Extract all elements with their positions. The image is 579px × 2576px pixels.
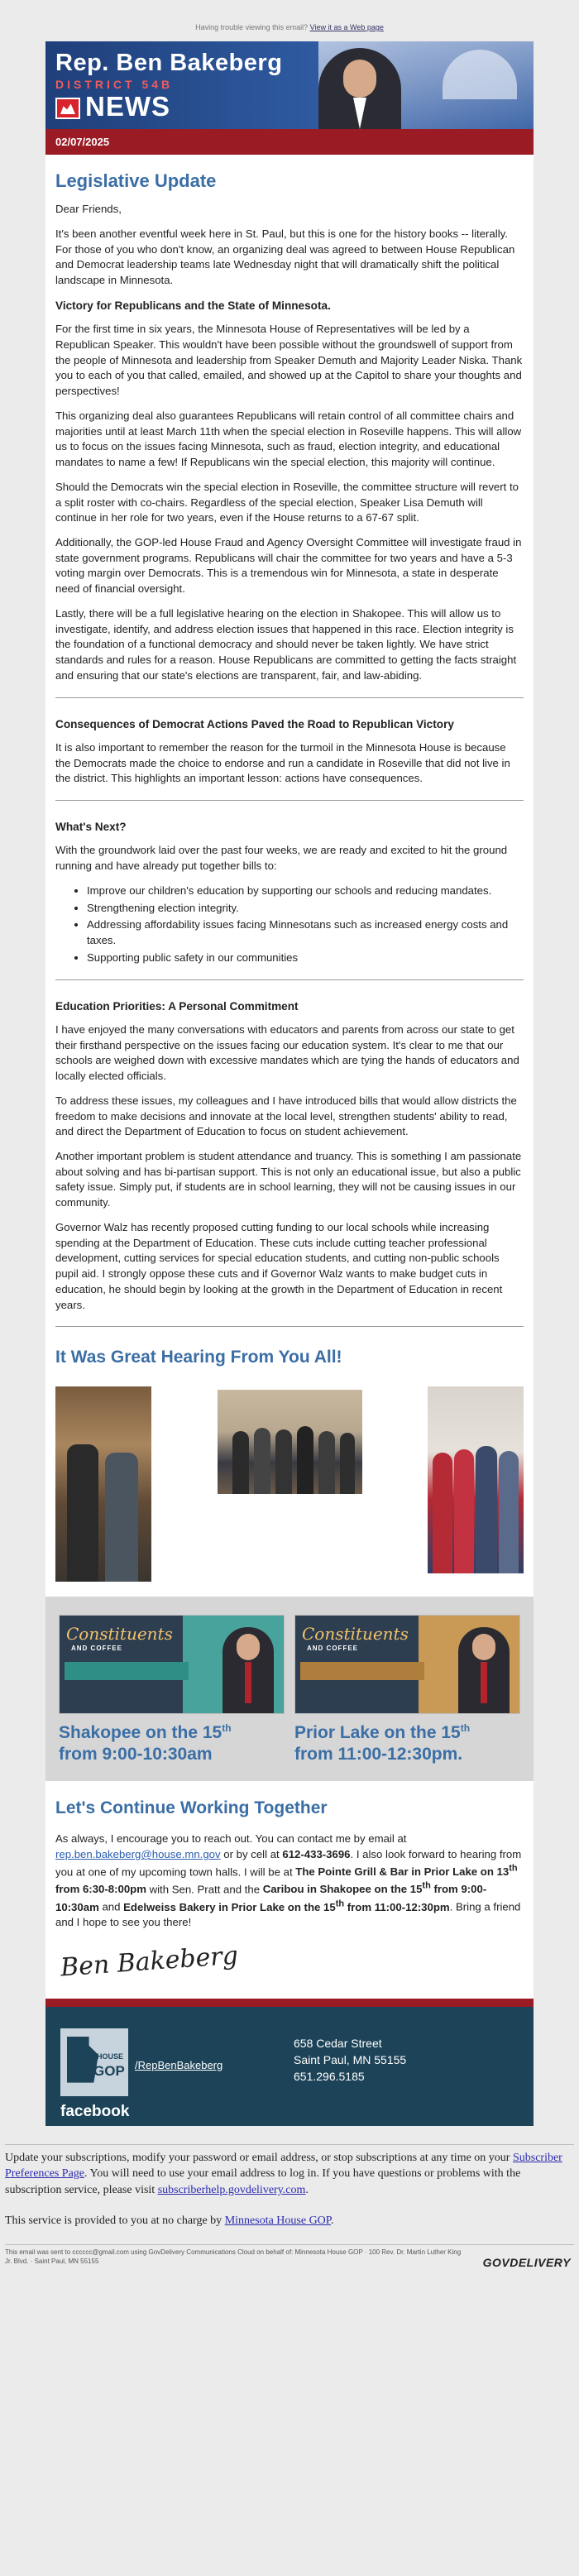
event-time: from 9:00-10:30am	[59, 1745, 213, 1764]
text: Caribou in Shakopee on the 15	[262, 1883, 423, 1896]
text: from 9:00-10:30am	[55, 1883, 487, 1913]
newsletter	[45, 41, 534, 2126]
section-title: Education Priorities: A Personal Commitment	[55, 999, 299, 1013]
event-ordinal: th	[460, 1722, 471, 1735]
person	[232, 1431, 249, 1494]
town-hall-3	[123, 1898, 450, 1913]
service-paragraph	[5, 2213, 574, 2229]
gop-text: GOP	[93, 2062, 125, 2079]
person	[297, 1426, 313, 1494]
text: with Sen. Pratt and the	[146, 1883, 263, 1896]
sent-to-notice: This email was sent to cccccc@gmail.com using GovDelivery Communications Cloud on behalf of: Minnesota House GOP · 100 Rev. Dr. Martin Luther King Jr. Blvd. · Saint Paul, MN 55155	[5, 2248, 462, 2265]
paragraph: Governor Walz has recently proposed cutting funding to our local schools while increasing spending at the Department of Education. These cuts include cutting teacher professional development, cutting services for special education students, and cutting non-public schools pupil aid. I strongly oppose these cuts and if Governor Walz wants to make budget cuts in education, he should begin by looking at the growth in the Department of Education in recent years.	[55, 1220, 503, 1311]
text: from 11:00-12:30pm	[344, 1900, 450, 1913]
govdelivery-footer	[0, 2244, 579, 2294]
event-location: Shakopee on the 15	[59, 1723, 223, 1743]
bills-list	[55, 883, 524, 966]
greeting: Dear Friends,	[55, 203, 122, 216]
date-bar: 02/07/2025	[45, 129, 534, 155]
text: and	[98, 1900, 124, 1913]
photo-capitol-visitors	[55, 1386, 151, 1582]
event-time: from 11:00-12:30pm.	[294, 1745, 463, 1764]
event-label	[59, 1722, 285, 1766]
signature: Ben Bakeberg	[59, 1941, 239, 1983]
person	[318, 1431, 335, 1494]
text: As always, I encourage you to reach out. You can contact me by email at	[55, 1832, 407, 1846]
house-gop-logo[interactable]	[60, 2028, 128, 2096]
text: This service is provided to you at no charge by	[5, 2214, 225, 2228]
govdelivery-logo[interactable]: GOVDELIVERY	[482, 2256, 571, 2270]
event-flyer[interactable]	[59, 1615, 285, 1714]
preheader-text: Having trouble viewing this email?	[195, 23, 309, 31]
subscriber-preferences-link[interactable]: Subscriber Preferences Page	[5, 2151, 562, 2181]
headline: Legislative Update	[55, 170, 217, 191]
paragraph: This organizing deal also guarantees Republicans will retain control of all committee chairs and majorities until at least March 11th when the special election in Roseville happens. This will allow us to focus on the issues facing Minnesota, such as fraud, election integrity, and educational mandates to name a few! If Republicans win the special election, this majority will continue.	[55, 409, 522, 469]
subscriber-help-link[interactable]: subscriberhelp.govdelivery.com	[157, 2183, 306, 2196]
person	[67, 1444, 98, 1582]
paragraph: Lastly, there will be a full legislative hearing on the election in Shakopee. This will allow us to investigate, identify, and address election issues that happened in this race. Election integrity is the foundation of a functional democracy and should never be taken lightly. We have strict standards and rules for a reason. House Republicans are committed to getting the facts straight and ensuring that our state's elections are transparent, fair, and law-abiding.	[55, 606, 517, 682]
photo-group	[218, 1390, 362, 1494]
view-web-page-link[interactable]: View it as a Web page	[309, 23, 384, 31]
paragraph: I have enjoyed the many conversations with educators and parents from across our state to get their firsthand perspective on the issues facing our education system. It's clear to me that our schools are weighed down with excessive mandates which are tying the hands of educators and locally elected officials.	[55, 1022, 519, 1083]
person	[433, 1453, 452, 1573]
banner-title: Rep. Ben Bakeberg	[55, 50, 283, 76]
list-item: • Supporting public safety in our communities	[87, 950, 524, 966]
subscription-paragraph	[5, 2150, 574, 2199]
paragraph: Should the Democrats win the special election in Roseville, the committee structure will revert to a split roster with co-chairs. Regardless of the special election, Speaker Lisa Demuth will continue in her role for two years, even if the House returns to a 67-67 split.	[55, 480, 519, 524]
person	[476, 1446, 497, 1573]
event-label	[294, 1722, 520, 1766]
text: or by cell at	[220, 1848, 283, 1861]
text: . Bring a friend and I hope to see you there!	[55, 1900, 521, 1929]
section-title: What's Next?	[55, 821, 127, 834]
paragraph: To address these issues, my colleagues and I have introduced bills that would allow districts the freedom to make decisions and innovate at the local level, strengthen students' ability to read, and direct the Department of Education to focus on student achievement.	[55, 1094, 517, 1138]
ordinal: th	[335, 1898, 345, 1909]
intro-paragraph: It's been another eventful week here in St. Paul, but this is one for the history books -- literally. For those of you who don't know, an organizing deal was agreed to between House Republican and Democrat leadership teams late Wednesday night that will dramatically shift the political landscape in Minnesota.	[55, 227, 515, 287]
contact-paragraph	[55, 1831, 524, 1931]
photo-supporters	[428, 1386, 524, 1573]
subscription-info	[0, 2144, 579, 2229]
text: The Pointe Grill & Bar in Prior Lake on 13	[295, 1865, 510, 1879]
paragraph: It is also important to remember the reason for the turmoil in the Minnesota House is because the Democrats made the choice to endorse and run a candidate in Roseville that did not live in the district. This highlights an important lesson: actions have consequences.	[55, 740, 510, 785]
footer-band	[45, 1999, 534, 2007]
address-line: Saint Paul, MN 55155	[294, 2052, 407, 2066]
event-ordinal: th	[222, 1722, 232, 1735]
person	[254, 1428, 270, 1494]
list-item: • Addressing affordability issues facing Minnesotans such as increased energy costs and taxes.	[87, 917, 524, 948]
footer	[45, 2007, 534, 2126]
preheader	[0, 0, 579, 41]
event-flyer[interactable]	[294, 1615, 520, 1714]
text: . I also look forward to hearing from you at one of my upcoming town halls. I will be at	[55, 1848, 522, 1879]
divider	[55, 800, 524, 801]
person	[340, 1433, 355, 1494]
divider	[55, 1326, 524, 1327]
divider	[55, 979, 524, 980]
divider	[5, 2144, 574, 2145]
flyer-title: Constituents	[302, 1624, 409, 1645]
phone-line: 651.296.5185	[294, 2070, 365, 2084]
text: .	[305, 2183, 309, 2196]
flyer-portrait	[223, 1627, 274, 1714]
banner-district: DISTRICT 54B	[55, 78, 174, 91]
text: Update your subscriptions, modify your password or email address, or stop subscriptions at any time on your	[5, 2151, 513, 2164]
event-location: Prior Lake on the 15	[294, 1723, 461, 1743]
content	[45, 155, 534, 2126]
person	[105, 1453, 138, 1582]
facebook-link[interactable]: /RepBenBakeberg	[135, 2058, 223, 2071]
list-item: • Strengthening election integrity.	[87, 901, 524, 917]
email-link[interactable]: rep.ben.bakeberg@house.mn.gov	[55, 1848, 221, 1861]
person	[454, 1449, 474, 1573]
flyer-band	[300, 1662, 424, 1680]
person	[499, 1451, 519, 1573]
facebook-icon[interactable]: facebook	[60, 2102, 130, 2120]
ordinal: th	[509, 1863, 518, 1874]
phone-number: 612-433-3696	[282, 1848, 351, 1861]
office-address	[294, 2035, 406, 2085]
list-item: • Improve our children's education by supporting our schools and reducing mandates.	[87, 883, 524, 899]
closing-title: Let's Continue Working Together	[55, 1798, 328, 1817]
mn-house-gop-link[interactable]: Minnesota House GOP	[224, 2214, 332, 2228]
divider	[55, 697, 524, 698]
paragraph: With the groundwork laid over the past four weeks, we are ready and excited to hit the ground running and have already put together bills to:	[55, 844, 508, 873]
text: Edelweiss Bakery in Prior Lake on the 15	[123, 1900, 336, 1913]
header-banner	[45, 41, 534, 129]
paragraph: Additionally, the GOP-led House Fraud and Agency Oversight Committee will investigate fraud in state government programs. Republicans will chair the committee for two years and have a 5-3 voting margin over Democrats. This is a tremendous win for Minnesota, a state in desperate need of financial oversight.	[55, 536, 522, 596]
section-title: Victory for Republicans and the State of Minnesota.	[55, 299, 331, 312]
event-shakopee	[54, 1615, 290, 1766]
portrait-shirt	[353, 98, 366, 129]
flyer-subtitle: AND COFFEE	[307, 1645, 358, 1653]
address-line: 658 Cedar Street	[294, 2036, 382, 2050]
gop-house-text: HOUSE	[97, 2052, 124, 2061]
text: .	[331, 2214, 334, 2228]
photo-gallery	[55, 1381, 524, 1597]
section-title: Consequences of Democrat Actions Paved the Road to Republican Victory	[55, 717, 454, 730]
person	[275, 1429, 292, 1494]
representative-portrait	[318, 48, 401, 129]
event-prior-lake	[290, 1615, 525, 1766]
flyer-band	[65, 1662, 189, 1680]
events-section	[45, 1597, 534, 1781]
banner-news: NEWS	[85, 91, 170, 122]
flyer-subtitle: AND COFFEE	[71, 1645, 122, 1653]
hearing-title: It Was Great Hearing From You All!	[55, 1348, 342, 1367]
ordinal: th	[422, 1881, 431, 1892]
minnesota-logo-icon	[55, 98, 80, 119]
portrait-face	[343, 60, 376, 98]
text: from 6:30-8:00pm	[55, 1883, 146, 1896]
paragraph: Another important problem is student attendance and truancy. This is something I am passionate about solving and has bi-partisan support. This is not only an educational issue, but also a public safety issue. Simply put, if students are in school learning, they will not be causing issues in our community.	[55, 1150, 522, 1209]
text: . You will need to use your email address to log in. If you have questions or problems with the subscription service, please visit	[5, 2167, 521, 2196]
flyer-portrait	[458, 1627, 510, 1714]
flyer-title: Constituents	[66, 1624, 173, 1645]
paragraph: For the first time in six years, the Minnesota House of Representatives will be led by a Republican Speaker. This wouldn't have been possible without the groundswell of support from the people of Minnesota and leadership from Speaker Demuth and Majority Leader Niska. Thank you to each of you that called, emailed, and showed up at the Capitol to share your thoughts and perspectives!	[55, 323, 523, 398]
